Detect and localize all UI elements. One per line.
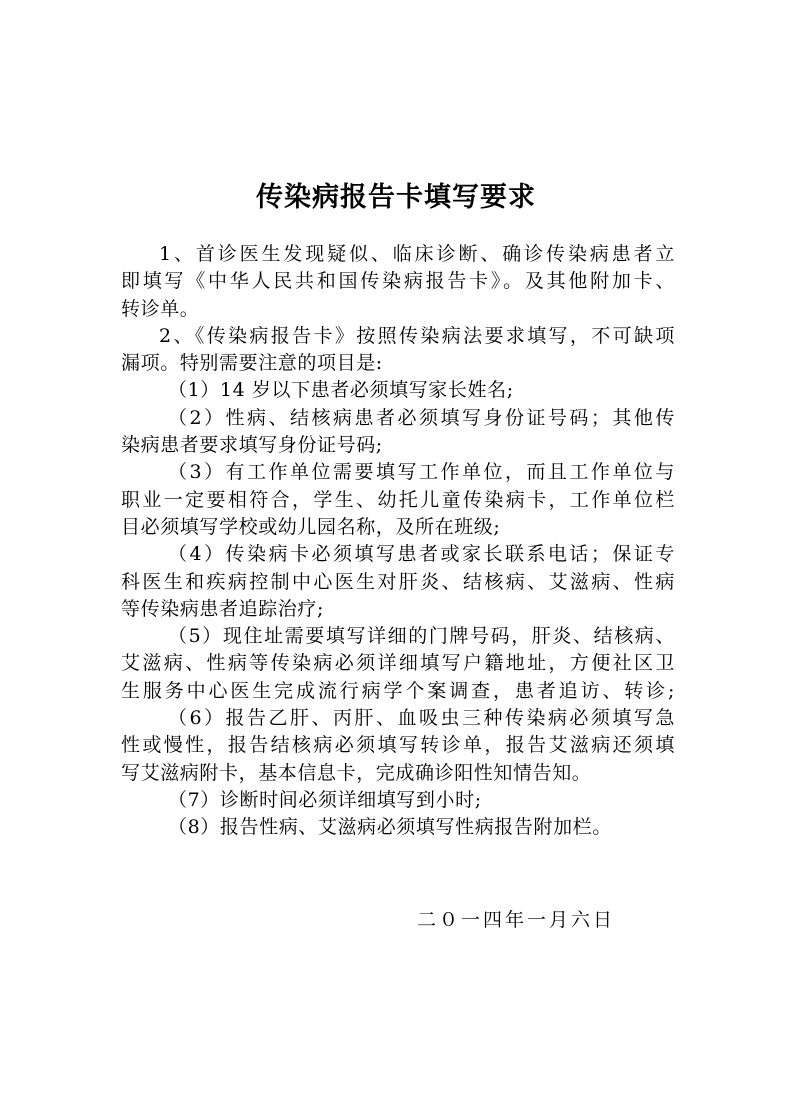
- item-3-line-1: （3）有工作单位需要填写工作单位，而且工作单位与: [168, 461, 675, 484]
- item-3-line-2: 职业一定要相符合，学生、幼托儿童传染病卡，工作单位栏: [121, 488, 675, 511]
- paragraph-line-1: 1、首诊医生发现疑似、临床诊断、确诊传染病患者立: [159, 243, 675, 265]
- item-7-line-1: （7）诊断时间必须详细填写到小时;: [168, 788, 482, 811]
- document-body: [121, 241, 675, 842]
- item-6-line-3: 写艾滋病附卡，基本信息卡，完成确诊阳性知情告知。: [121, 761, 592, 784]
- item-6-line-1: （6）报告乙肝、丙肝、血吸虫三种传染病必须填写急: [168, 707, 675, 730]
- document-date: 二０一四年一月六日: [417, 909, 616, 931]
- paragraph-line-5: 漏项。特别需要注意的项目是:: [121, 352, 383, 375]
- item-4-line-2: 科医生和疾病控制中心医生对肝炎、结核病、艾滋病、性病: [121, 570, 675, 593]
- item-2-line-1: （2）性病、结核病患者必须填写身份证号码；其他传: [168, 406, 675, 429]
- item-3-line-3: 目必须填写学校或幼儿园名称，及所在班级;: [121, 515, 501, 538]
- paragraph-line-2: 即填写《中华人民共和国传染病报告卡》。及其他附加卡、: [121, 270, 675, 293]
- paragraph-line-4: 2、《传染病报告卡》按照传染病法要求填写，不可缺项: [159, 324, 675, 347]
- item-2-line-2: 染病患者要求填写身份证号码;: [121, 434, 383, 457]
- item-4-line-3: 等传染病患者追踪治疗;: [121, 597, 325, 620]
- item-5-line-2: 艾滋病、性病等传染病必须详细填写户籍地址，方便社区卫: [121, 652, 675, 675]
- document-title: 传染病报告卡填写要求: [256, 182, 536, 213]
- paragraph-line-3: 转诊单。: [121, 297, 200, 320]
- item-4-line-1: （4）传染病卡必须填写患者或家长联系电话；保证专: [168, 543, 675, 566]
- item-5-line-1: （5）现住址需要填写详细的门牌号码，肝炎、结核病、: [168, 625, 675, 648]
- item-8-line-1: （8）报告性病、艾滋病必须填写性病报告附加栏。: [168, 816, 612, 839]
- item-6-line-2: 性或慢性，报告结核病必须填写转诊单，报告艾滋病还须填: [121, 734, 675, 757]
- item-1-line-1: （1）14 岁以下患者必须填写家长姓名;: [168, 379, 514, 402]
- item-5-line-3: 生服务中心医生完成流行病学个案调查，患者追访、转诊;: [121, 679, 675, 702]
